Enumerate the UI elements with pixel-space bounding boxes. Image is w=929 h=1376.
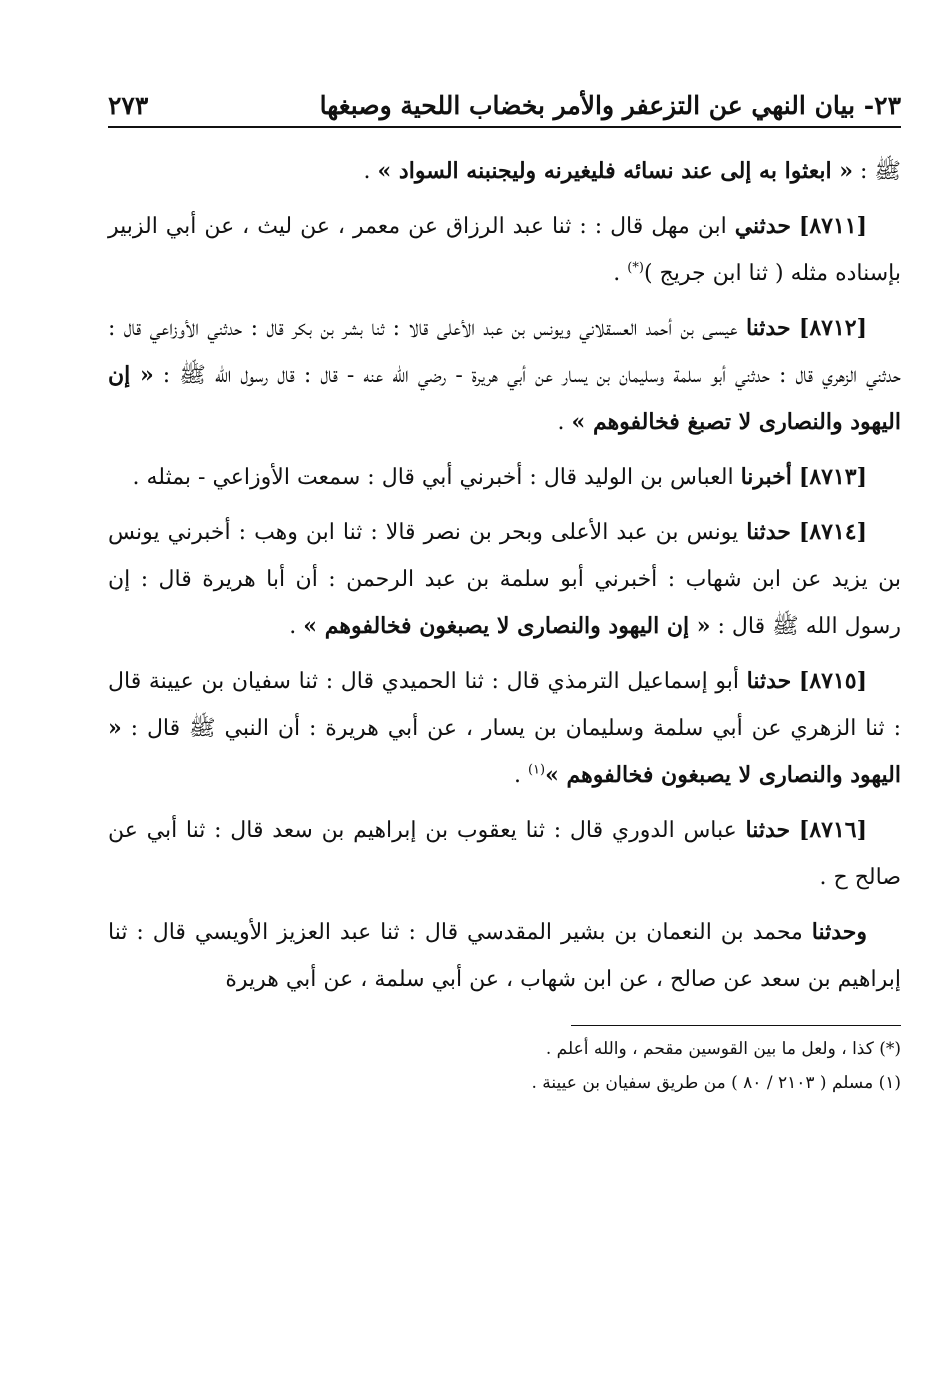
paragraph-text: أبو إسماعيل الترمذي قال : ثنا الحميدي قال : ثنا سفيان بن عيينة قال : ثنا الزهري عن أبي سلمة وسليمان بن يسار ، عن أبي هريرة : أن النبي ﷺ قال : [108,669,901,741]
paragraph-tail: . [613,261,628,286]
narration-verb: وحدثنا [811,919,867,945]
hadith-paragraph [108,509,901,650]
footnote-marker: (١) [527,762,546,778]
hadith-paragraph [108,658,901,799]
paragraph-text: عيسى بن أحمد العسقلاني ويونس بن عبد الأعلى قالا : ثنا بشر بن بكر قال : حدثني الأوزاعي قال : حدثني الزهري قال : حدثني أبو سلمة وسليمان بن يسار عن أبي هريرة - رضي الله عنه - قال : قال رسول الله ﷺ : [108,316,901,388]
hadith-number: [٨٧١٣] [798,464,867,490]
footnote-marker: (*) [627,260,644,276]
hadith-number: [٨٧١٤] [798,519,867,545]
narration-verb: حدثنا [745,315,791,341]
hadith-paragraph [108,454,901,501]
chapter-title: ٢٣- بيان النهي عن التزعفر والأمر بخضاب اللحية وصبغها [319,91,901,120]
narration-verb: حدثنا [746,519,791,545]
prophetic-quote: « اليهود والنصارى لا يصبغون فخالفوهم » [108,715,901,788]
hadith-number: [٨٧١٢] [798,315,867,341]
narration-verb: حدثنا [746,668,792,694]
book-page [108,70,901,1336]
hadith-paragraph [108,909,901,1003]
paragraph-text: عباس الدوري قال : ثنا يعقوب بن إبراهيم بن سعد قال : ثنا أبي عن صالح ح . [108,818,901,890]
paragraph-text: ﷺ : [853,159,901,184]
footnotes [108,1032,901,1100]
paragraph-tail: . [363,159,378,184]
paragraph-tail: . [289,614,304,639]
hadith-paragraph [108,148,901,195]
header-rule [108,126,901,128]
main-text [108,148,901,1003]
narration-verb: أخبرنا [740,464,792,490]
narration-verb: حدثني [734,213,791,239]
hadith-paragraph [108,305,901,446]
prophetic-quote: « ابعثوا به إلى عند نسائه فليغيرنه وليجنبنه السواد » [377,158,854,184]
prophetic-quote: « إن اليهود والنصارى لا تصبغ فخالفوهم » [108,362,901,435]
paragraph-tail: . [557,410,572,435]
paragraph-text: ابن مهل قال : : ثنا عبد الرزاق عن معمر ، عن ليث ، عن أبي الزبير بإسناده مثله ( ثنا ابن جريج ) [108,214,901,286]
hadith-paragraph [108,203,901,297]
footnote: (*) كذا ، ولعل ما بين القوسين مقحم ، والله أعلم . [545,1039,901,1059]
paragraph-tail: . [513,763,528,788]
page-header [108,70,901,120]
paragraph-text: العباس بن الوليد قال : أخبرني أبي قال : سمعت الأوزاعي - بمثله . [132,465,741,490]
prophetic-quote: « إن اليهود والنصارى لا يصبغون فخالفوهم » [303,613,711,639]
hadith-paragraph [108,807,901,901]
page-number: ٢٧٣ [108,91,149,120]
footnote: (١) مسلم ( ٢١٠٣ / ٨٠ ) من طريق سفيان بن عيينة . [531,1073,901,1093]
narration-verb: حدثنا [745,817,791,843]
footnote-rule [571,1025,901,1026]
paragraph-text: محمد بن النعمان بن بشير المقدسي قال : ثنا عبد العزيز الأويسي قال : ثنا إبراهيم بن سعد عن صالح ، عن ابن شهاب ، عن أبي سلمة ، عن أبي هريرة [108,920,901,992]
hadith-number: [٨٧١١] [798,213,867,239]
paragraph-text: يونس بن عبد الأعلى وبحر بن نصر قالا : ثنا ابن وهب : أخبرني يونس بن يزيد عن ابن شهاب : أخبرني أبو سلمة بن عبد الرحمن : أن أبا هريرة قال : إن رسول الله ﷺ قال : [108,520,901,639]
hadith-number: [٨٧١٦] [798,817,867,843]
hadith-number: [٨٧١٥] [798,668,867,694]
